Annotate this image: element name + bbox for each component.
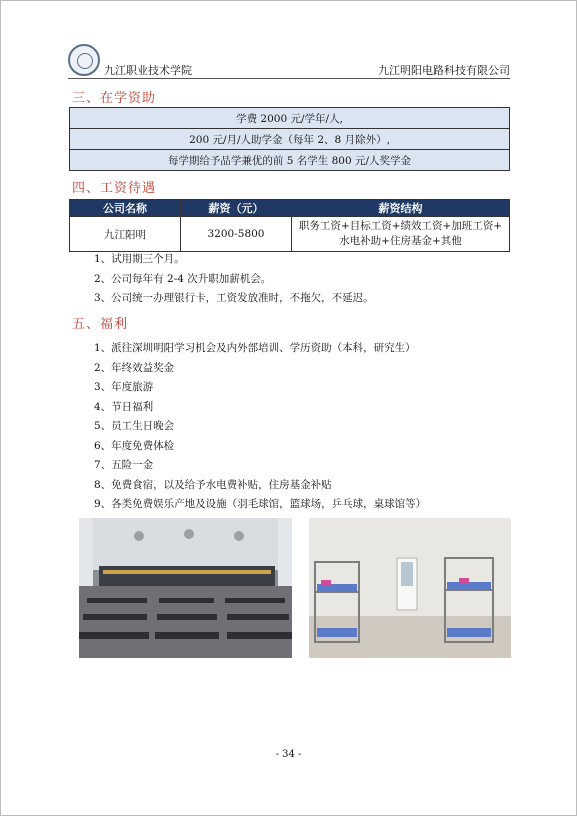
page-header <box>68 44 510 79</box>
funding-row: 每学期给予品学兼优的前 5 名学生 800 元/人奖学金 <box>70 150 510 171</box>
list-item: 3、年度旅游 <box>94 381 154 393</box>
list-item: 2、公司每年有 2-4 次升职加薪机会。 <box>94 272 272 285</box>
header-college-name: 九江职业技术学院 <box>104 64 192 77</box>
cell-structure <box>292 217 510 252</box>
section-title-funding: 三、在学资助 <box>72 91 157 106</box>
cell-salary: 3200-5800 <box>181 217 292 252</box>
list-item: 2、年终效益奖金 <box>94 361 175 374</box>
list-item: 4、节日福利 <box>94 400 154 413</box>
list-item: 9、各类免费娱乐产地及设施（羽毛球馆，篮球场，乒乓球，桌球馆等） <box>94 498 427 510</box>
list-item: 1、派往深圳明阳学习机会及内外部培训、学历资助（本科，研究生） <box>94 342 416 354</box>
list-item: 5、员工生日晚会 <box>94 420 175 432</box>
college-logo-icon <box>68 44 100 76</box>
col-header-company: 公司名称 <box>70 200 181 217</box>
structure-line: 水电补助+住房基金+其他 <box>339 235 462 247</box>
canteen-photo <box>79 518 292 658</box>
section-title-salary: 四、工资待遇 <box>72 181 157 196</box>
list-item: 6、年度免费体检 <box>94 439 175 452</box>
header-company-name: 九江明阳电路科技有限公司 <box>378 64 510 77</box>
list-item: 7、五险一金 <box>94 459 154 471</box>
list-item: 8、免费食宿，以及给予水电费补贴，住房基金补贴 <box>94 478 332 491</box>
salary-notes <box>94 250 374 309</box>
funding-table <box>69 107 510 171</box>
list-item: 1、试用期三个月。 <box>94 253 185 265</box>
page-number: - 34 - <box>275 749 302 760</box>
funding-row: 学费 2000 元/学年/人, <box>70 108 510 129</box>
col-header-salary: 薪资（元） <box>181 200 292 217</box>
dormitory-photo <box>309 518 511 658</box>
welfare-list <box>94 339 426 515</box>
funding-row: 200 元/月/人助学金（每年 2、8 月除外）, <box>70 129 510 150</box>
cell-company: 九江阳明 <box>70 217 181 252</box>
col-header-structure: 薪资结构 <box>292 200 510 217</box>
salary-table <box>69 199 510 252</box>
list-item: 3、公司统一办理银行卡，工资发放准时，不拖欠，不延迟。 <box>94 292 374 304</box>
structure-line: 职务工资+目标工资+绩效工资+加班工资+ <box>298 220 503 232</box>
section-title-welfare: 五、福利 <box>72 317 129 332</box>
